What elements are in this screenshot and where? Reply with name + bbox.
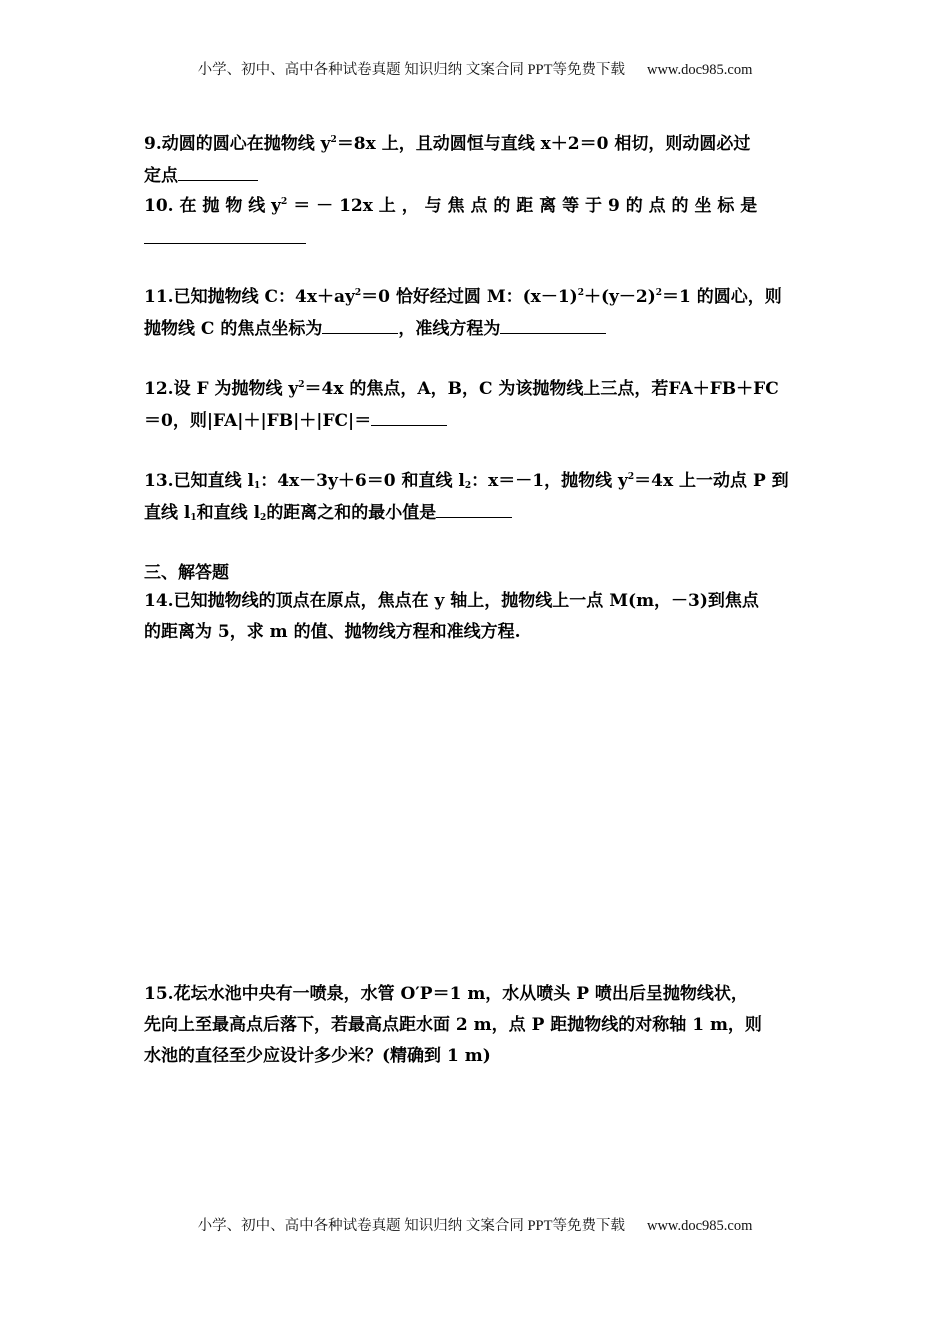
answer-blank[interactable] <box>371 408 447 426</box>
question-15-line-2: 先向上至最高点后落下，若最高点距水面 2 m，点 P 距抛物线的对称轴 1 m，则 <box>144 1015 762 1035</box>
question-13-line-1: 13.已知直线 $l_1$：4x－3y＋6＝0 和直线 $l_2$：x＝－1，抛物线 $y^2=4x$ 上一动点 P 到 <box>144 471 789 491</box>
question-11-line-1: 11.已知抛物线 C：$4x+ay^2=0$ 恰好经过圆 M：$(x-1)^2+(y-2)^2=1$ 的圆心，则 <box>144 287 782 307</box>
question-10-line-2 <box>144 226 806 251</box>
page-header <box>0 58 950 79</box>
header-text: 小学、初中、高中各种试卷真题 知识归纳 文案合同 PPT等免费下载 <box>197 62 625 78</box>
footer-url: www.doc985.com <box>646 1218 753 1234</box>
question-9-line-2: 定点 <box>144 163 806 188</box>
focus-answer-blank[interactable] <box>322 316 398 334</box>
question-13-line-2: 直线 $l_1$和直线 $l_2$的距离之和的最小值是 <box>144 500 806 525</box>
footer-text: 小学、初中、高中各种试卷真题 知识归纳 文案合同 PPT等免费下载 <box>197 1218 625 1234</box>
page-footer <box>0 1214 950 1235</box>
answer-blank[interactable] <box>436 500 512 518</box>
answer-blank[interactable] <box>178 163 258 181</box>
header-url: www.doc985.com <box>646 62 753 78</box>
question-11-line-2: 抛物线 C 的焦点坐标为 ，准线方程为 <box>144 316 806 341</box>
question-14-line-1: 14.已知抛物线的顶点在原点，焦点在 y 轴上，抛物线上一点 M(m，－3)到焦点 <box>144 591 759 611</box>
question-10-line-1: 10. 在 抛 物 线 $y^2$ ＝ － 12x 上 ， 与 焦 点 的 距 离 等 于 9 的 点 的 坐 标 是 <box>144 196 758 216</box>
question-12-line-1: 12.设 F 为抛物线 $y^2=4x$ 的焦点，A，B，C 为该抛物线上三点，若FA＋FB＋FC <box>144 379 779 399</box>
question-14-line-2: 的距离为 5，求 m 的值、抛物线方程和准线方程. <box>144 622 521 642</box>
question-15-line-3: 水池的直径至少应设计多少米？(精确到 1 m) <box>144 1046 491 1066</box>
answer-blank[interactable] <box>144 226 306 244</box>
question-9-line-1: 9.动圆的圆心在抛物线 $y^2=8x$ 上，且动圆恒与直线 x＋2＝0 相切，则动圆必过 <box>144 134 751 154</box>
section-heading: 三、解答题 <box>144 563 229 583</box>
question-12-line-2: ＝0，则|FA|＋|FB|＋|FC|＝ <box>144 408 806 433</box>
question-15-line-1: 15.花坛水池中央有一喷泉，水管 O′P＝1 m，水从喷头 P 喷出后呈抛物线状， <box>144 984 748 1004</box>
directrix-answer-blank[interactable] <box>500 316 606 334</box>
